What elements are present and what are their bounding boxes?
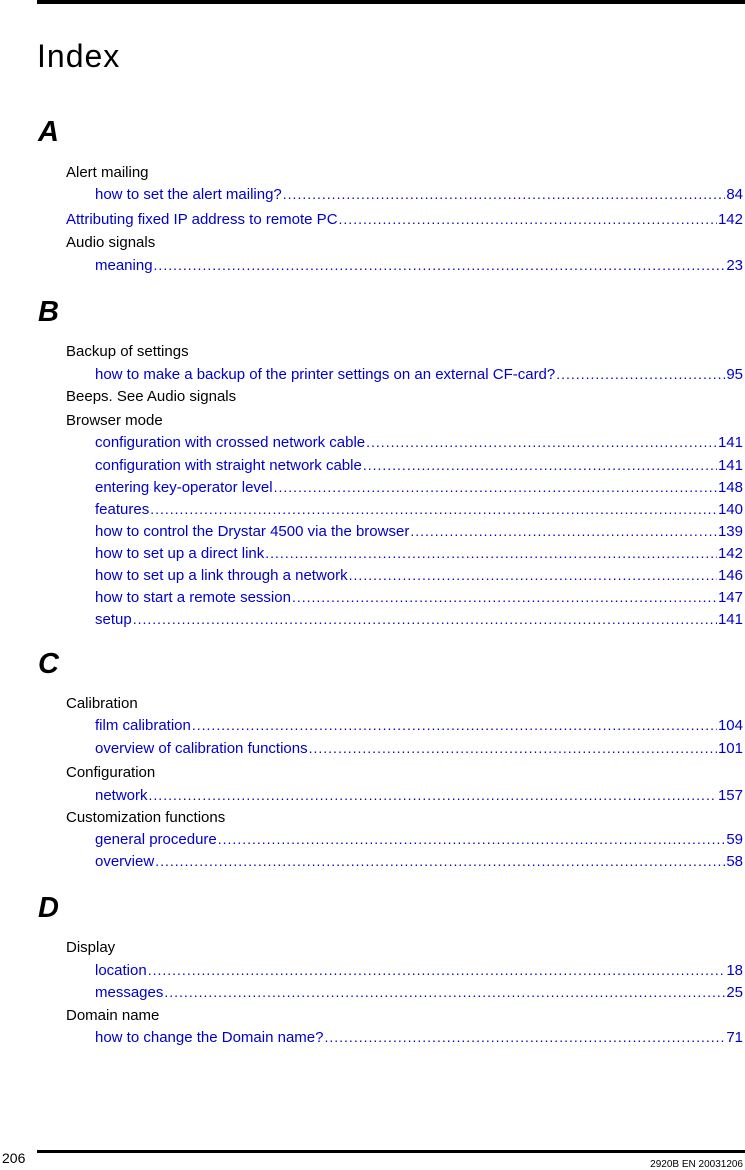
section-letter-d: D xyxy=(38,892,59,924)
entry-alert-mailing: Alert mailing xyxy=(66,164,149,181)
index-link-customization-overview[interactable]: overview ..... 58 xyxy=(95,852,743,870)
index-link-attributing-ip[interactable]: Attributing fixed IP address to remote PC ..... 142 xyxy=(66,210,743,228)
index-link-browser-remote-session[interactable]: how to start a remote session ..... 147 xyxy=(95,588,743,606)
index-link-browser-crossed-cable[interactable]: configuration with crossed network cable ..... 141 xyxy=(95,433,743,451)
index-link-backup-cf-card[interactable]: how to make a backup of the printer settings on an external CF-card? ..... 95 xyxy=(95,365,743,383)
index-link-alert-mailing[interactable]: how to set the alert mailing? ..... 84 xyxy=(95,185,743,203)
index-link-browser-network-link[interactable]: how to set up a link through a network ..... 146 xyxy=(95,566,743,584)
index-link-configuration-network[interactable]: network ..... 157 xyxy=(95,786,743,804)
entry-configuration: Configuration xyxy=(66,764,156,781)
index-link-browser-setup[interactable]: setup ..... 141 xyxy=(95,610,743,628)
index-link-display-location[interactable]: location ..... 18 xyxy=(95,961,743,979)
index-link-browser-control[interactable]: how to control the Drystar 4500 via the browser ..... 139 xyxy=(95,522,743,540)
index-link-display-messages[interactable]: messages ..... 25 xyxy=(95,983,743,1001)
index-link-browser-key-operator[interactable]: entering key-operator level ..... 148 xyxy=(95,478,743,496)
index-link-change-domain-name[interactable]: how to change the Domain name? ..... 71 xyxy=(95,1028,743,1046)
entry-browser-mode: Browser mode xyxy=(66,412,163,429)
entry-display: Display xyxy=(66,939,116,956)
entry-calibration: Calibration xyxy=(66,695,138,712)
entry-audio-signals: Audio signals xyxy=(66,234,156,251)
top-rule xyxy=(37,0,745,4)
bottom-rule xyxy=(37,1150,745,1153)
index-link-browser-direct-link[interactable]: how to set up a direct link ..... 142 xyxy=(95,544,743,562)
section-letter-b: B xyxy=(38,296,59,328)
section-letter-a: A xyxy=(38,116,59,148)
index-link-browser-straight-cable[interactable]: configuration with straight network cable ..... 141 xyxy=(95,456,743,474)
page-title: Index xyxy=(37,38,121,74)
index-link-audio-meaning[interactable]: meaning ..... 23 xyxy=(95,256,743,274)
entry-domain-name: Domain name xyxy=(66,1007,160,1024)
entry-customization: Customization functions xyxy=(66,809,226,826)
index-link-customization-general[interactable]: general procedure ..... 59 xyxy=(95,830,743,848)
document-id: 2920B EN 20031206 xyxy=(650,1159,743,1170)
index-link-browser-features[interactable]: features ..... 140 xyxy=(95,500,743,518)
section-letter-c: C xyxy=(38,648,59,680)
index-link-calibration-overview[interactable]: overview of calibration functions ..... 101 xyxy=(95,739,743,757)
index-link-film-calibration[interactable]: film calibration ..... 104 xyxy=(95,716,743,734)
entry-backup-settings: Backup of settings xyxy=(66,343,189,360)
entry-beeps: Beeps. See Audio signals xyxy=(66,388,237,405)
page-number: 206 xyxy=(2,1150,26,1166)
